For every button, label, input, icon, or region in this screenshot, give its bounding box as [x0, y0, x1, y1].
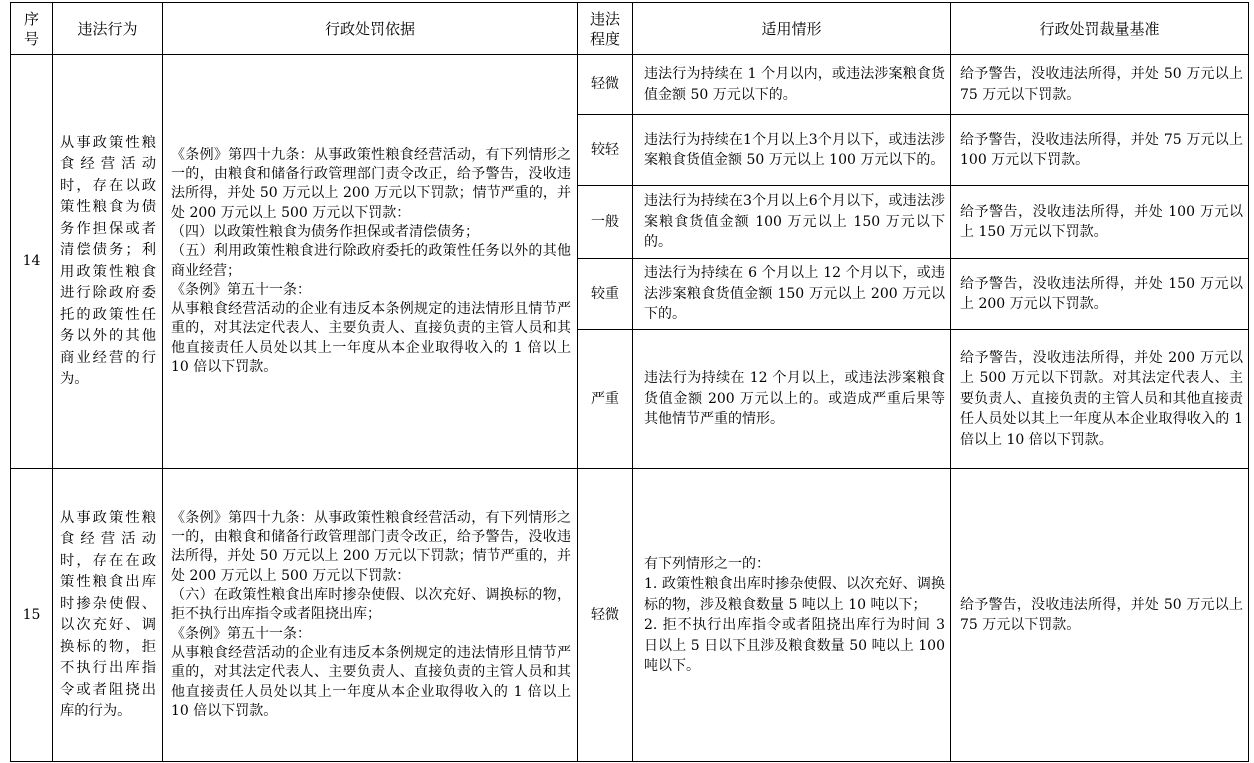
header-act: 违法行为: [53, 3, 163, 55]
row-seq: 15: [11, 469, 53, 762]
table-row: [11, 469, 1249, 762]
header-degree: 违法 程度: [578, 3, 633, 55]
degree-cell: 轻微: [578, 469, 633, 762]
situation-cell: 违法行为持续在1个月以上3个月以下，或违法涉案粮食货值金额 50 万元以上 100 万元以下的。: [633, 115, 951, 186]
row-act: 从事政策性粮食经营活动时，存在在政策性粮食出库时掺杂使假、以次充好、调换标的物，拒不执行出库指令或者阻挠出库的行为。: [53, 469, 163, 762]
degree-cell: 较轻: [578, 115, 633, 186]
degree-cell: 严重: [578, 330, 633, 469]
degree-cell: 较重: [578, 259, 633, 330]
standard-cell: 给予警告，没收违法所得，并处 50 万元以上 75 万元以下罚款。: [951, 55, 1249, 115]
row-basis: 《条例》第四十九条：从事政策性粮食经营活动，有下列情形之一的，由粮食和储备行政管理部门责令改正，给予警告，没收违法所得，并处 50 万元以上 200 万元以下罚款；情节严重的，并处 200 万元以上 500 万元以下罚款： （四）以政策性粮食为债务作担保或者清偿债务； （五）利用政策性粮食进行除政府委托的政策性任务以外的其他商业经营； 《条例》第五十一条： 从事粮食经营活动的企业有违反本条例规定的违法情形且情节严重的，对其法定代表人、主要负责人、直接负责的主管人员和其他直接责任人员处以其上一年度从本企业取得收入的 1 倍以上 10 倍以下罚款。: [163, 55, 578, 469]
row-basis: 《条例》第四十九条：从事政策性粮食经营活动，有下列情形之一的，由粮食和储备行政管理部门责令改正，给予警告，没收违法所得，并处 50 万元以上 200 万元以下罚款；情节严重的，并处 200 万元以上 500 万元以下罚款： （六）在政策性粮食出库时掺杂使假、以次充好、调换标的物，拒不执行出库指令或者阻挠出库； 《条例》第五十一条： 从事粮食经营活动的企业有违反本条例规定的违法情形且情节严重的，对其法定代表人、主要负责人、直接负责的主管人员和其他直接责任人员处以其上一年度从本企业取得收入的 1 倍以上 10 倍以下罚款。: [163, 469, 578, 762]
situation-cell: 违法行为持续在 12 个月以上，或违法涉案粮食货值金额 200 万元以上的。或造成严重后果等其他情节严重的情形。: [633, 330, 951, 469]
standard-cell: 给予警告，没收违法所得，并处 50 万元以上 75 万元以下罚款。: [951, 469, 1249, 762]
situation-cell: 违法行为持续在 1 个月以内，或违法涉案粮食货值金额 50 万元以下的。: [633, 55, 951, 115]
situation-cell: 有下列情形之一的： 1. 政策性粮食出库时掺杂使假、以次充好、调换标的物，涉及粮食数量 5 吨以上 10 吨以下； 2. 拒不执行出库指令或者阻挠出库行为时间 3 日以上 5 日以下且涉及粮食数量 50 吨以上 100 吨以下。: [633, 469, 951, 762]
standard-cell: 给予警告，没收违法所得，并处 75 万元以上 100 万元以下罚款。: [951, 115, 1249, 186]
table-row: [11, 55, 1249, 115]
header-seq: 序 号: [11, 3, 53, 55]
standard-cell: 给予警告，没收违法所得，并处 100 万元以上 150 万元以下罚款。: [951, 186, 1249, 259]
header-row: [11, 3, 1249, 55]
degree-cell: 一般: [578, 186, 633, 259]
header-situation: 适用情形: [633, 3, 951, 55]
row-act: 从事政策性粮食经营活动时，存在以政策性粮食为债务作担保或者清偿债务；利用政策性粮食进行除政府委托的政策性任务以外的其他商业经营的行为。: [53, 55, 163, 469]
header-basis: 行政处罚依据: [163, 3, 578, 55]
header-standard: 行政处罚裁量基准: [951, 3, 1249, 55]
situation-cell: 违法行为持续在 6 个月以上 12 个月以下，或违法涉案粮食货值金额 150 万元以上 200 万元以下的。: [633, 259, 951, 330]
situation-cell: 违法行为持续在3个月以上6个月以下，或违法涉案粮食货值金额 100 万元以上 150 万元以下的。: [633, 186, 951, 259]
row-seq: 14: [11, 55, 53, 469]
standard-cell: 给予警告，没收违法所得，并处 150 万元以上 200 万元以下罚款。: [951, 259, 1249, 330]
degree-cell: 轻微: [578, 55, 633, 115]
standard-cell: 给予警告，没收违法所得，并处 200 万元以上 500 万元以下罚款。对其法定代表人、主要负责人、直接负责的主管人员和其他直接责任人员处以其上一年度从本企业取得收入的 1 倍以上 10 倍以下罚款。: [951, 330, 1249, 469]
penalty-table: [10, 2, 1249, 762]
